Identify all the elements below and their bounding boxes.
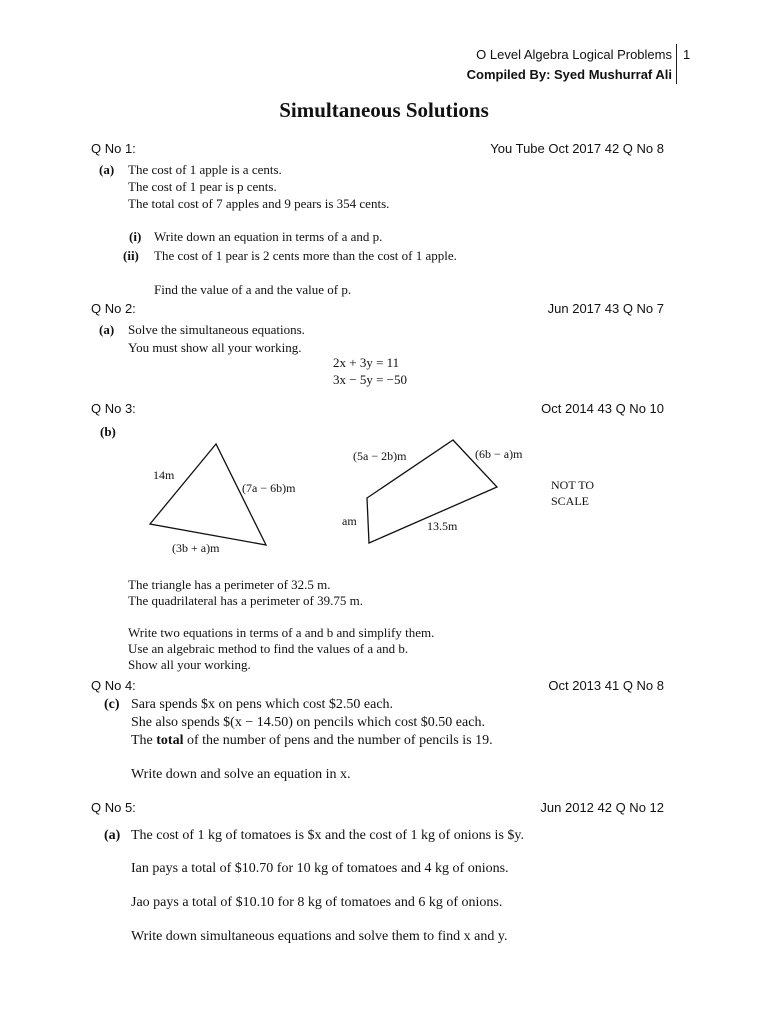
question-text: The total cost of 7 apples and 9 pears is 354 cents. bbox=[128, 196, 390, 211]
question-text: The quadrilateral has a perimeter of 39.75 m. bbox=[128, 593, 363, 608]
question-text: Use an algebraic method to find the values of a and b. bbox=[128, 641, 409, 656]
document-title: O Level Algebra Logical Problems bbox=[476, 47, 672, 62]
compiled-by: Compiled By: Syed Mushurraf Ali bbox=[466, 67, 672, 82]
question-text: Solve the simultaneous equations. bbox=[128, 322, 305, 337]
quad-side-label: am bbox=[342, 514, 357, 528]
text-segment: The bbox=[131, 733, 157, 748]
question-source: Oct 2014 43 Q No 10 bbox=[541, 401, 664, 416]
question-text: The triangle has a perimeter of 32.5 m. bbox=[128, 577, 331, 592]
question-label: Q No 3: bbox=[91, 401, 136, 416]
equation: 3x − 5y = −50 bbox=[333, 372, 407, 387]
part-label: (b) bbox=[100, 424, 116, 439]
question-text: Jao pays a total of $10.10 for 8 kg of tomatoes and 6 kg of onions. bbox=[131, 895, 503, 910]
question-source: You Tube Oct 2017 42 Q No 8 bbox=[490, 141, 664, 156]
subpart-label: (ii) bbox=[123, 248, 139, 263]
not-to-scale-note: NOT TO bbox=[551, 478, 595, 492]
question-text: Write down and solve an equation in x. bbox=[131, 767, 351, 782]
page-title: Simultaneous Solutions bbox=[279, 98, 489, 122]
part-label: (a) bbox=[104, 828, 121, 843]
question-text: Write two equations in terms of a and b and simplify them. bbox=[128, 625, 435, 640]
triangle-side-label: (7a − 6b)m bbox=[242, 481, 296, 495]
triangle-side-label: 14m bbox=[153, 468, 175, 482]
quad-side-label: (6b − a)m bbox=[475, 447, 523, 461]
question-text: Write down an equation in terms of a and p. bbox=[154, 229, 383, 244]
not-to-scale-note: SCALE bbox=[551, 494, 590, 508]
question-text: You must show all your working. bbox=[128, 340, 302, 355]
subpart-label: (i) bbox=[129, 229, 142, 244]
question-source: Oct 2013 41 Q No 8 bbox=[548, 678, 664, 693]
question-text: Ian pays a total of $10.70 for 10 kg of tomatoes and 4 kg of onions. bbox=[131, 861, 509, 876]
question-text: Show all your working. bbox=[128, 657, 251, 672]
question-text: The cost of 1 pear is 2 cents more than the cost of 1 apple. bbox=[154, 248, 457, 263]
quad-side-label: (5a − 2b)m bbox=[353, 449, 407, 463]
quad-side-label: 13.5m bbox=[427, 519, 458, 533]
question-label: Q No 2: bbox=[91, 301, 136, 316]
question-source: Jun 2017 43 Q No 7 bbox=[547, 301, 664, 316]
part-label: (a) bbox=[99, 162, 115, 177]
equation: 2x + 3y = 11 bbox=[333, 355, 400, 370]
emphasis-text: total bbox=[156, 733, 184, 748]
question-source: Jun 2012 42 Q No 12 bbox=[540, 800, 664, 815]
question-label: Q No 1: bbox=[91, 141, 136, 156]
question-text: She also spends $(x − 14.50) on pencils which cost $0.50 each. bbox=[131, 715, 485, 730]
page-number: 1 bbox=[683, 47, 691, 62]
question-text: Write down simultaneous equations and solve them to find x and y. bbox=[131, 929, 508, 944]
part-label: (a) bbox=[99, 322, 115, 337]
part-label: (c) bbox=[104, 697, 120, 712]
question-text: The cost of 1 kg of tomatoes is $x and the cost of 1 kg of onions is $y. bbox=[131, 828, 524, 843]
question-label: Q No 5: bbox=[91, 800, 136, 815]
question-text: The cost of 1 apple is a cents. bbox=[128, 162, 282, 177]
question-text bbox=[131, 733, 493, 749]
question-label: Q No 4: bbox=[91, 678, 136, 693]
question-text: Sara spends $x on pens which cost $2.50 each. bbox=[131, 697, 394, 712]
triangle-side-label: (3b + a)m bbox=[172, 541, 220, 555]
text-segment: of the number of pens and the number of pencils is 19. bbox=[183, 733, 493, 748]
question-text: The cost of 1 pear is p cents. bbox=[128, 179, 277, 194]
question-text: Find the value of a and the value of p. bbox=[154, 282, 352, 297]
